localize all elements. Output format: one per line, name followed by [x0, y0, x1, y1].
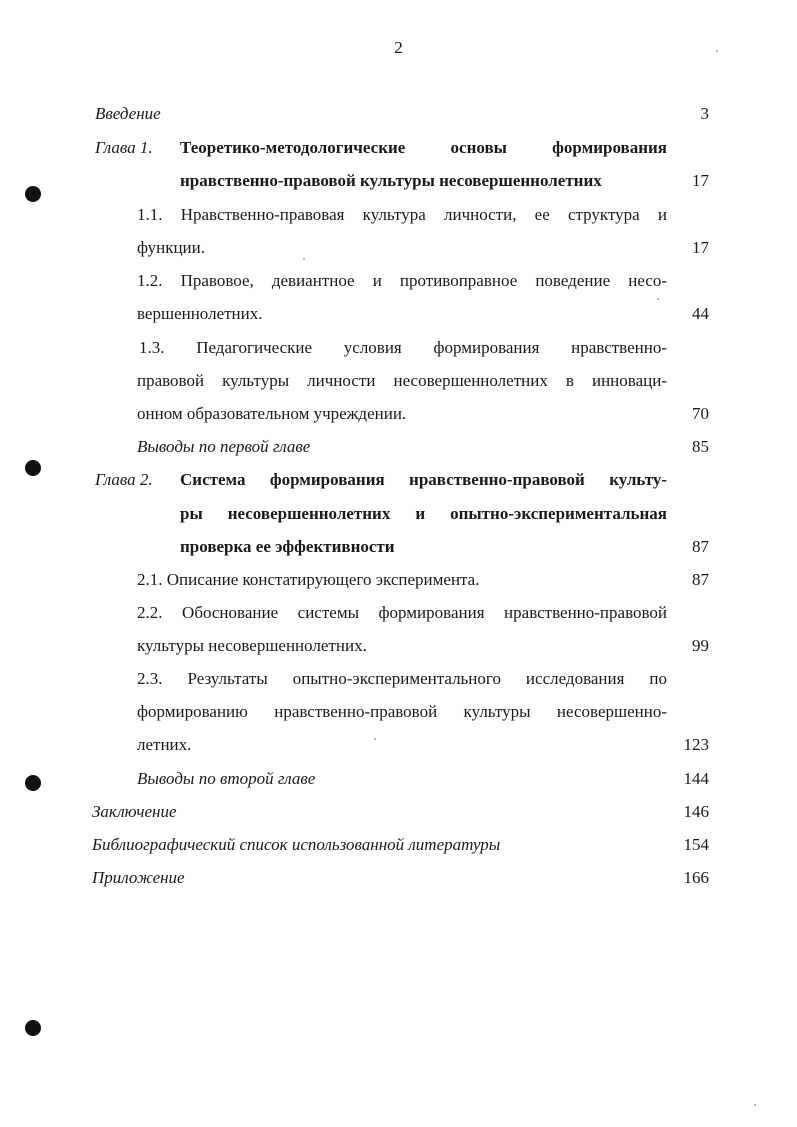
toc-2-3-line1: 2.3. Результаты опытно-экспериментального исследования по	[137, 669, 667, 688]
toc-1-2-page: 44	[692, 304, 709, 323]
toc-2-2-line2: культуры несовершеннолетних.	[137, 636, 367, 655]
binding-hole	[25, 775, 41, 791]
scan-speck	[657, 298, 659, 300]
binding-hole	[25, 186, 41, 202]
toc-2-2-page: 99	[692, 636, 709, 655]
toc-ch2-title-line3: проверка ее эффективности	[180, 537, 395, 556]
toc-1-2-line1: 1.2. Правовое, девиантное и противоправное поведение несо-	[137, 271, 667, 290]
toc-final-page: 146	[683, 802, 709, 821]
toc-final-label: Заключение	[92, 802, 177, 821]
toc-1-3-line1: 1.3. Педагогические условия формирования нравственно-	[139, 338, 667, 357]
toc-1-3-line3: онном образовательном учреждении.	[137, 404, 407, 423]
toc-ch1-conclusion: Выводы по первой главе	[137, 437, 311, 456]
toc-1-1-page: 17	[692, 238, 709, 257]
toc-bibliography-page: 154	[683, 835, 709, 854]
toc-2-3-page: 123	[683, 735, 709, 754]
toc-ch2-conclusion: Выводы по второй главе	[137, 769, 316, 788]
toc-1-1-line2: функции.	[137, 238, 205, 257]
toc-appendix-label: Приложение	[92, 868, 185, 887]
toc-2-2-line1: 2.2. Обоснование системы формирования нравственно-правовой	[137, 603, 667, 622]
toc-ch1-conclusion-page: 85	[692, 437, 709, 456]
toc-ch2-prefix: Глава 2.	[95, 470, 153, 489]
page-number: 2	[394, 38, 403, 57]
toc-ch2-title-line2: ры несовершеннолетних и опытно-экспериментальная	[180, 504, 667, 523]
toc-ch2-page: 87	[692, 537, 709, 556]
scan-speck	[303, 258, 305, 260]
scan-speck	[754, 1104, 756, 1106]
toc-2-1-line1: 2.1. Описание констатирующего эксперимента.	[137, 570, 480, 589]
toc-ch2-title-line1: Система формирования нравственно-правовой культу-	[180, 470, 667, 489]
scan-speck	[716, 50, 718, 52]
toc-2-1-page: 87	[692, 570, 709, 589]
toc-ch1-prefix: Глава 1.	[95, 138, 153, 157]
toc-1-3-line2: правовой культуры личности несовершеннолетних в инноваци-	[137, 371, 667, 390]
toc-2-3-line3: летних.	[137, 735, 192, 754]
toc-intro-label: Введение	[95, 104, 161, 123]
toc-1-3-page: 70	[692, 404, 709, 423]
toc-ch1-page: 17	[692, 171, 709, 190]
toc-2-3-line2: формированию нравственно-правовой культуры несовершенно-	[137, 702, 667, 721]
binding-hole	[25, 460, 41, 476]
toc-ch1-title-line1: Теоретико-методологические основы формирования	[180, 138, 667, 157]
binding-hole	[25, 1020, 41, 1036]
toc-ch2-conclusion-page: 144	[683, 769, 709, 788]
toc-1-2-line2: вершеннолетних.	[137, 304, 263, 323]
toc-ch1-title-line2: нравственно-правовой культуры несовершеннолетних	[180, 171, 602, 190]
scan-speck	[374, 738, 376, 740]
toc-bibliography-label: Библиографический список использованной литературы	[92, 835, 501, 854]
toc-appendix-page: 166	[683, 868, 709, 887]
toc-1-1-line1: 1.1. Нравственно-правовая культура личности, ее структура и	[137, 205, 667, 224]
toc-intro-page: 3	[700, 104, 709, 123]
